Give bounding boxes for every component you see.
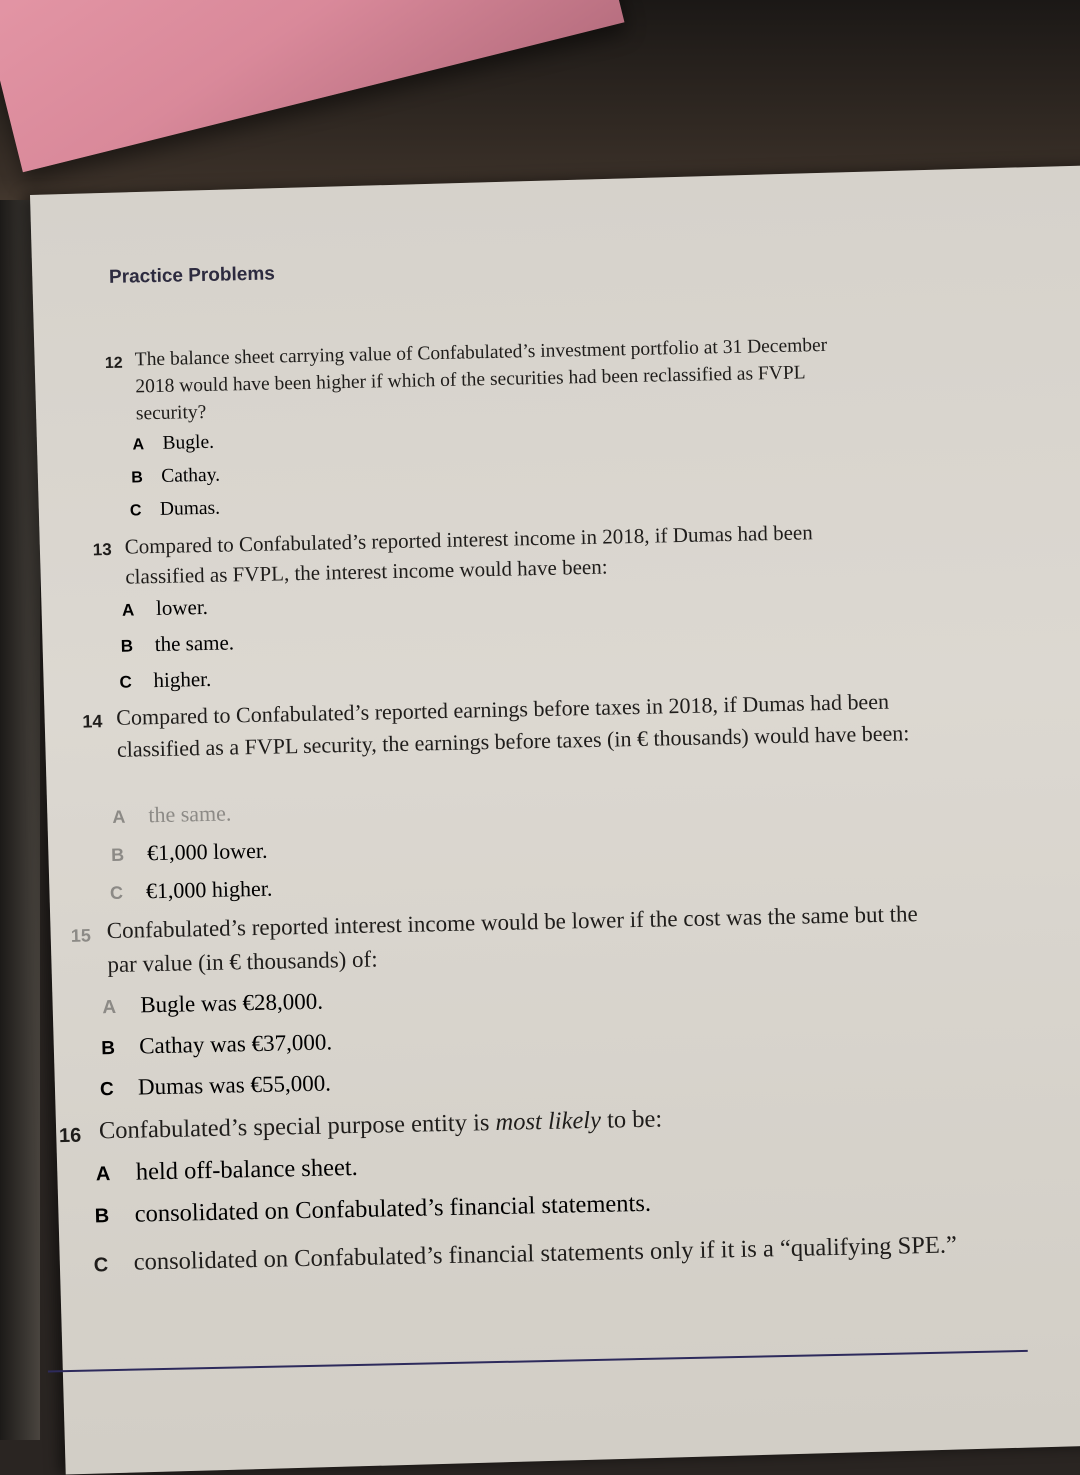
question-number: 14 bbox=[82, 711, 103, 732]
option-text: Cathay. bbox=[161, 464, 221, 487]
option-13-a bbox=[122, 595, 208, 622]
option-letter: B bbox=[110, 844, 125, 866]
option-14-b bbox=[111, 838, 268, 867]
bottom-rule bbox=[48, 1350, 1028, 1373]
option-text: the same. bbox=[154, 630, 235, 657]
option-text: Bugle was €28,000. bbox=[140, 988, 324, 1018]
option-14-a bbox=[112, 800, 232, 828]
option-text: Cathay was €37,000. bbox=[138, 1029, 333, 1059]
section-header: Practice Problems bbox=[108, 263, 276, 288]
option-letter: C bbox=[99, 1079, 115, 1101]
option-text: €1,000 higher. bbox=[145, 875, 273, 904]
stem-text: to be: bbox=[600, 1105, 663, 1134]
option-15-c bbox=[100, 1070, 331, 1101]
question-stem: The balance sheet carrying value of Confabulated’s investment portfolio at 31 December 2018 would have been higher if which of the securities had been reclassified as FVPL security? bbox=[134, 334, 828, 425]
question-number: 12 bbox=[104, 354, 123, 373]
question-number: 13 bbox=[92, 539, 112, 560]
option-text: €1,000 lower. bbox=[146, 837, 268, 866]
question-12 bbox=[105, 331, 867, 428]
question-number: 16 bbox=[58, 1124, 82, 1148]
option-letter: C bbox=[129, 502, 142, 520]
option-15-b bbox=[101, 1029, 332, 1060]
question-14 bbox=[82, 685, 913, 766]
question-stem: Compared to Confabulated’s reported interest income in 2018, if Dumas had been classified as FVPL, the interest income would have been: bbox=[124, 520, 813, 589]
option-letter: A bbox=[102, 996, 117, 1019]
option-letter: B bbox=[131, 469, 143, 487]
stem-text: Confabulated’s special purpose entity is bbox=[98, 1109, 496, 1145]
option-13-b bbox=[121, 630, 235, 657]
option-text: consolidated on Confabulated’s financial statements only if it is a “qualifying SPE.” bbox=[133, 1231, 958, 1276]
option-letter: B bbox=[100, 1037, 116, 1060]
option-letter: C bbox=[109, 882, 124, 904]
option-text: the same. bbox=[148, 800, 232, 828]
option-16-a bbox=[96, 1154, 359, 1187]
option-text: Dumas. bbox=[159, 497, 221, 520]
question-stem: Compared to Confabulated’s reported earnings before taxes in 2018, if Dumas had been classified as a FVPL security, the earnings before taxes (in € thousands) would have been: bbox=[116, 688, 910, 762]
question-stem bbox=[59, 1094, 1000, 1150]
option-letter: A bbox=[95, 1163, 111, 1186]
option-16-c bbox=[93, 1224, 1024, 1283]
option-14-c bbox=[110, 876, 273, 905]
option-letter: B bbox=[120, 636, 134, 656]
option-letter: C bbox=[93, 1254, 109, 1277]
option-12-c bbox=[130, 498, 221, 522]
option-text: higher. bbox=[153, 666, 212, 693]
option-text: Dumas was €55,000. bbox=[137, 1070, 332, 1100]
option-13-c bbox=[119, 667, 211, 694]
option-12-a bbox=[132, 432, 214, 456]
option-text: consolidated on Confabulated’s financial statements. bbox=[134, 1189, 652, 1228]
option-letter: A bbox=[112, 806, 126, 827]
option-text: held off-balance sheet. bbox=[135, 1153, 359, 1186]
option-16-b bbox=[94, 1190, 651, 1230]
question-16 bbox=[59, 1094, 1000, 1150]
stem-emphasis: most likely bbox=[495, 1106, 602, 1137]
option-12-b bbox=[131, 465, 220, 489]
question-number: 15 bbox=[70, 925, 92, 946]
option-letter: A bbox=[121, 600, 135, 620]
option-text: lower. bbox=[155, 594, 209, 621]
question-15 bbox=[70, 897, 931, 983]
question-stem: Confabulated’s reported interest income would be lower if the cost was the same but the par value (in € thousands) of: bbox=[106, 901, 918, 978]
option-text: Bugle. bbox=[162, 431, 215, 454]
option-letter: C bbox=[119, 672, 133, 692]
option-letter: B bbox=[94, 1205, 110, 1228]
question-13 bbox=[92, 516, 883, 593]
option-letter: A bbox=[132, 436, 145, 454]
option-15-a bbox=[102, 989, 323, 1020]
